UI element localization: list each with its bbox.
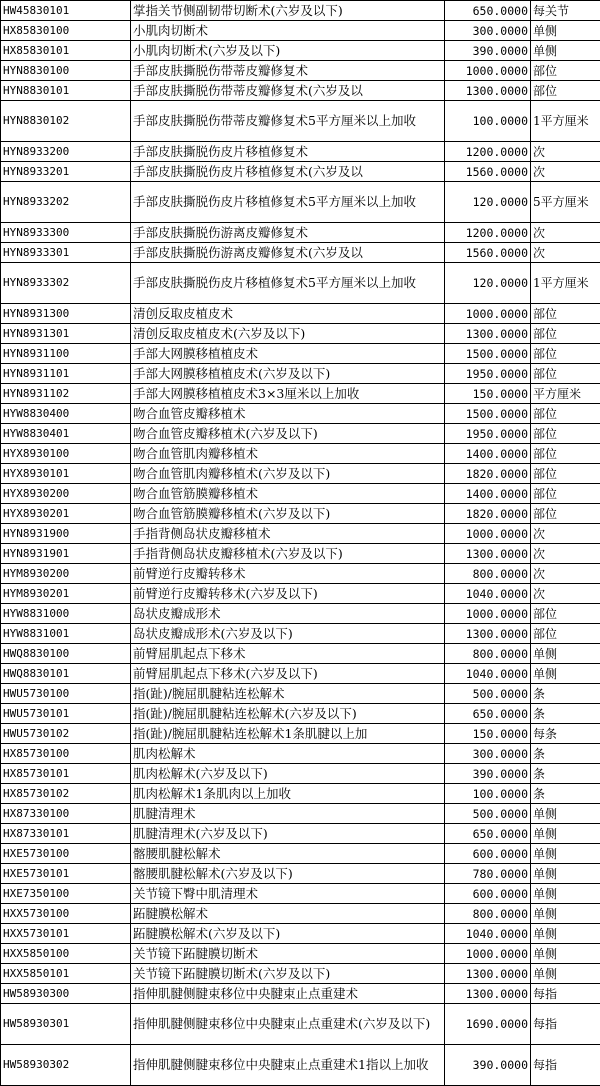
table-row xyxy=(1,162,600,182)
item-unit: 5平方厘米 xyxy=(531,182,600,223)
item-code: HYM8930200 xyxy=(1,564,131,584)
table-row xyxy=(1,944,600,964)
item-price: 390.0000 xyxy=(445,1045,531,1086)
item-price: 1400.0000 xyxy=(445,444,531,464)
item-unit: 条 xyxy=(531,784,600,804)
table-row xyxy=(1,844,600,864)
item-price: 500.0000 xyxy=(445,804,531,824)
table-row xyxy=(1,724,600,744)
item-name: 指伸肌腱侧腱束移位中央腱束止点重建术 xyxy=(131,984,445,1004)
item-price: 1200.0000 xyxy=(445,142,531,162)
item-price: 1000.0000 xyxy=(445,61,531,81)
table-row xyxy=(1,444,600,464)
item-name: 手部大网膜移植植皮术(六岁及以下) xyxy=(131,364,445,384)
item-unit: 单侧 xyxy=(531,924,600,944)
item-name: 肌腱清理术 xyxy=(131,804,445,824)
item-name: 手部皮肤撕脱伤皮片移植修复术5平方厘米以上加收 xyxy=(131,182,445,223)
table-row xyxy=(1,324,600,344)
item-unit: 每指 xyxy=(531,984,600,1004)
item-unit: 部位 xyxy=(531,344,600,364)
item-unit: 每指 xyxy=(531,1004,600,1045)
item-code: HW58930301 xyxy=(1,1004,131,1045)
item-price: 650.0000 xyxy=(445,1,531,21)
item-price: 1820.0000 xyxy=(445,464,531,484)
item-price: 1300.0000 xyxy=(445,984,531,1004)
table-row xyxy=(1,504,600,524)
table-row xyxy=(1,704,600,724)
item-name: 前臂屈肌起点下移术(六岁及以下) xyxy=(131,664,445,684)
item-name: 手部大网膜移植植皮术3×3厘米以上加收 xyxy=(131,384,445,404)
item-price: 1040.0000 xyxy=(445,584,531,604)
item-code: HXX5730101 xyxy=(1,924,131,944)
table-row xyxy=(1,524,600,544)
item-name: 肌肉松解术 xyxy=(131,744,445,764)
item-code: HYN8933200 xyxy=(1,142,131,162)
item-name: 小肌肉切断术(六岁及以下) xyxy=(131,41,445,61)
item-code: HYN8933301 xyxy=(1,243,131,263)
table-row xyxy=(1,744,600,764)
table-row xyxy=(1,1,600,21)
item-unit: 部位 xyxy=(531,304,600,324)
item-code: HYN8933201 xyxy=(1,162,131,182)
item-code: HYN8830101 xyxy=(1,81,131,101)
item-price: 390.0000 xyxy=(445,764,531,784)
table-row xyxy=(1,664,600,684)
item-unit: 单侧 xyxy=(531,804,600,824)
item-code: HWQ8830100 xyxy=(1,644,131,664)
table-row xyxy=(1,984,600,1004)
item-code: HW58930300 xyxy=(1,984,131,1004)
item-unit: 单侧 xyxy=(531,824,600,844)
item-price: 1500.0000 xyxy=(445,344,531,364)
table-row xyxy=(1,263,600,304)
item-code: HYN8830102 xyxy=(1,101,131,142)
item-code: HX85730100 xyxy=(1,744,131,764)
table-row xyxy=(1,864,600,884)
item-name: 岛状皮瓣成形术 xyxy=(131,604,445,624)
item-code: HYX8930201 xyxy=(1,504,131,524)
item-name: 髂腰肌腱松解术(六岁及以下) xyxy=(131,864,445,884)
item-name: 吻合血管肌肉瓣移植术(六岁及以下) xyxy=(131,464,445,484)
item-price: 600.0000 xyxy=(445,844,531,864)
table-row xyxy=(1,404,600,424)
table-row xyxy=(1,584,600,604)
item-name: 吻合血管筋膜瓣移植术 xyxy=(131,484,445,504)
item-price: 120.0000 xyxy=(445,263,531,304)
item-price: 1500.0000 xyxy=(445,404,531,424)
item-unit: 单侧 xyxy=(531,844,600,864)
item-name: 手部皮肤撕脱伤带蒂皮瓣修复术 xyxy=(131,61,445,81)
item-name: 清创反取皮植皮术 xyxy=(131,304,445,324)
item-code: HYN8931100 xyxy=(1,344,131,364)
table-row xyxy=(1,304,600,324)
item-price: 1300.0000 xyxy=(445,324,531,344)
item-code: HYN8931901 xyxy=(1,544,131,564)
item-code: HW45830101 xyxy=(1,1,131,21)
item-code: HYN8931300 xyxy=(1,304,131,324)
item-unit: 部位 xyxy=(531,624,600,644)
item-unit: 部位 xyxy=(531,324,600,344)
item-price: 1300.0000 xyxy=(445,81,531,101)
item-code: HYX8930200 xyxy=(1,484,131,504)
item-unit: 条 xyxy=(531,764,600,784)
item-name: 关节镜下臀中肌清理术 xyxy=(131,884,445,904)
item-price: 390.0000 xyxy=(445,41,531,61)
item-code: HXE5730101 xyxy=(1,864,131,884)
item-code: HYN8931101 xyxy=(1,364,131,384)
item-name: 指(趾)/腕屈肌腱粘连松解术1条肌腱以上加 xyxy=(131,724,445,744)
item-code: HYM8930201 xyxy=(1,584,131,604)
table-row xyxy=(1,344,600,364)
item-unit: 单侧 xyxy=(531,41,600,61)
item-name: 关节镜下跖腱膜切断术 xyxy=(131,944,445,964)
item-unit: 每关节 xyxy=(531,1,600,21)
item-unit: 次 xyxy=(531,524,600,544)
item-unit: 部位 xyxy=(531,61,600,81)
item-price: 1000.0000 xyxy=(445,604,531,624)
item-unit: 每条 xyxy=(531,724,600,744)
item-code: HXX5850100 xyxy=(1,944,131,964)
item-price: 100.0000 xyxy=(445,101,531,142)
item-unit: 单侧 xyxy=(531,21,600,41)
item-unit: 部位 xyxy=(531,504,600,524)
item-unit: 部位 xyxy=(531,424,600,444)
item-code: HXX5850101 xyxy=(1,964,131,984)
item-unit: 单侧 xyxy=(531,944,600,964)
table-row xyxy=(1,243,600,263)
item-name: 掌指关节侧副韧带切断术(六岁及以下) xyxy=(131,1,445,21)
item-unit: 单侧 xyxy=(531,884,600,904)
item-unit: 次 xyxy=(531,223,600,243)
item-code: HYN8931102 xyxy=(1,384,131,404)
item-name: 手指背侧岛状皮瓣移植术 xyxy=(131,524,445,544)
item-price: 1400.0000 xyxy=(445,484,531,504)
item-unit: 条 xyxy=(531,744,600,764)
item-unit: 次 xyxy=(531,162,600,182)
table-row xyxy=(1,824,600,844)
item-price: 800.0000 xyxy=(445,644,531,664)
item-price: 1000.0000 xyxy=(445,944,531,964)
item-name: 指伸肌腱侧腱束移位中央腱束止点重建术(六岁及以下) xyxy=(131,1004,445,1045)
item-name: 手部皮肤撕脱伤带蒂皮瓣修复术(六岁及以 xyxy=(131,81,445,101)
item-price: 650.0000 xyxy=(445,824,531,844)
item-price: 1560.0000 xyxy=(445,162,531,182)
table-row xyxy=(1,61,600,81)
item-name: 吻合血管皮瓣移植术(六岁及以下) xyxy=(131,424,445,444)
item-unit: 单侧 xyxy=(531,644,600,664)
item-price: 1300.0000 xyxy=(445,964,531,984)
table-row xyxy=(1,564,600,584)
item-price: 1950.0000 xyxy=(445,424,531,444)
item-code: HYN8933300 xyxy=(1,223,131,243)
item-price: 800.0000 xyxy=(445,904,531,924)
item-name: 手指背侧岛状皮瓣移植术(六岁及以下) xyxy=(131,544,445,564)
item-price: 780.0000 xyxy=(445,864,531,884)
item-price: 800.0000 xyxy=(445,564,531,584)
table-row xyxy=(1,142,600,162)
table-row xyxy=(1,81,600,101)
item-unit: 次 xyxy=(531,142,600,162)
item-price: 150.0000 xyxy=(445,384,531,404)
item-name: 髂腰肌腱松解术 xyxy=(131,844,445,864)
item-price: 1040.0000 xyxy=(445,924,531,944)
item-price: 500.0000 xyxy=(445,684,531,704)
table-row xyxy=(1,804,600,824)
table-row xyxy=(1,384,600,404)
item-name: 肌肉松解术(六岁及以下) xyxy=(131,764,445,784)
item-price: 300.0000 xyxy=(445,21,531,41)
item-unit: 单侧 xyxy=(531,864,600,884)
item-unit: 次 xyxy=(531,584,600,604)
item-code: HWQ8830101 xyxy=(1,664,131,684)
item-code: HWU5730102 xyxy=(1,724,131,744)
item-unit: 部位 xyxy=(531,81,600,101)
item-name: 手部皮肤撕脱伤皮片移植修复术 xyxy=(131,142,445,162)
item-unit: 单侧 xyxy=(531,664,600,684)
item-code: HW58930302 xyxy=(1,1045,131,1086)
table-row xyxy=(1,924,600,944)
item-name: 岛状皮瓣成形术(六岁及以下) xyxy=(131,624,445,644)
table-row xyxy=(1,21,600,41)
item-price: 150.0000 xyxy=(445,724,531,744)
item-name: 吻合血管肌肉瓣移植术 xyxy=(131,444,445,464)
item-price: 1560.0000 xyxy=(445,243,531,263)
table-row xyxy=(1,624,600,644)
item-name: 跖腱膜松解术 xyxy=(131,904,445,924)
item-name: 前臂逆行皮瓣转移术(六岁及以下) xyxy=(131,584,445,604)
table-row xyxy=(1,784,600,804)
item-code: HWU5730100 xyxy=(1,684,131,704)
item-name: 前臂逆行皮瓣转移术 xyxy=(131,564,445,584)
item-name: 肌肉松解术1条肌肉以上加收 xyxy=(131,784,445,804)
item-name: 手部皮肤撕脱伤游离皮瓣修复术(六岁及以 xyxy=(131,243,445,263)
item-code: HYN8933302 xyxy=(1,263,131,304)
item-code: HX85730101 xyxy=(1,764,131,784)
item-price: 1040.0000 xyxy=(445,664,531,684)
item-unit: 平方厘米 xyxy=(531,384,600,404)
item-unit: 次 xyxy=(531,243,600,263)
item-price: 600.0000 xyxy=(445,884,531,904)
item-code: HX87330100 xyxy=(1,804,131,824)
table-row xyxy=(1,1045,600,1086)
table-row xyxy=(1,182,600,223)
table-row xyxy=(1,464,600,484)
item-code: HXX5730100 xyxy=(1,904,131,924)
item-name: 跖腱膜松解术(六岁及以下) xyxy=(131,924,445,944)
item-name: 吻合血管筋膜瓣移植术(六岁及以下) xyxy=(131,504,445,524)
item-name: 前臂屈肌起点下移术 xyxy=(131,644,445,664)
item-name: 关节镜下跖腱膜切断术(六岁及以下) xyxy=(131,964,445,984)
item-price: 1000.0000 xyxy=(445,524,531,544)
table-row xyxy=(1,223,600,243)
item-price: 1200.0000 xyxy=(445,223,531,243)
item-unit: 单侧 xyxy=(531,904,600,924)
item-unit: 部位 xyxy=(531,404,600,424)
item-code: HX87330101 xyxy=(1,824,131,844)
table-row xyxy=(1,41,600,61)
item-name: 手部皮肤撕脱伤游离皮瓣修复术 xyxy=(131,223,445,243)
item-price: 1300.0000 xyxy=(445,624,531,644)
item-unit: 次 xyxy=(531,564,600,584)
item-code: HYN8933202 xyxy=(1,182,131,223)
item-code: HYN8931301 xyxy=(1,324,131,344)
item-unit: 条 xyxy=(531,704,600,724)
table-row xyxy=(1,904,600,924)
item-name: 手部皮肤撕脱伤皮片移植修复术(六岁及以 xyxy=(131,162,445,182)
item-price: 300.0000 xyxy=(445,744,531,764)
item-name: 肌腱清理术(六岁及以下) xyxy=(131,824,445,844)
item-unit: 1平方厘米 xyxy=(531,101,600,142)
item-name: 小肌肉切断术 xyxy=(131,21,445,41)
item-price: 650.0000 xyxy=(445,704,531,724)
item-unit: 单侧 xyxy=(531,964,600,984)
item-code: HWU5730101 xyxy=(1,704,131,724)
table-row xyxy=(1,544,600,564)
item-code: HYX8930101 xyxy=(1,464,131,484)
item-unit: 部位 xyxy=(531,464,600,484)
item-code: HYW8831000 xyxy=(1,604,131,624)
item-code: HXE7350100 xyxy=(1,884,131,904)
table-row xyxy=(1,1004,600,1045)
item-code: HYN8830100 xyxy=(1,61,131,81)
item-code: HYW8830401 xyxy=(1,424,131,444)
item-price: 120.0000 xyxy=(445,182,531,223)
table-row xyxy=(1,484,600,504)
item-name: 手部皮肤撕脱伤皮片移植修复术5平方厘米以上加收 xyxy=(131,263,445,304)
item-name: 吻合血管皮瓣移植术 xyxy=(131,404,445,424)
item-unit: 部位 xyxy=(531,484,600,504)
table-row xyxy=(1,644,600,664)
item-name: 指(趾)/腕屈肌腱粘连松解术(六岁及以下) xyxy=(131,704,445,724)
table-row xyxy=(1,884,600,904)
item-unit: 部位 xyxy=(531,444,600,464)
item-code: HXE5730100 xyxy=(1,844,131,864)
item-price: 1690.0000 xyxy=(445,1004,531,1045)
item-unit: 部位 xyxy=(531,364,600,384)
item-name: 清创反取皮植皮术(六岁及以下) xyxy=(131,324,445,344)
fee-schedule-body xyxy=(1,1,600,1086)
item-unit: 条 xyxy=(531,684,600,704)
table-row xyxy=(1,684,600,704)
item-name: 指伸肌腱侧腱束移位中央腱束止点重建术1指以上加收 xyxy=(131,1045,445,1086)
item-unit: 部位 xyxy=(531,604,600,624)
item-code: HYW8830400 xyxy=(1,404,131,424)
item-price: 100.0000 xyxy=(445,784,531,804)
item-price: 1820.0000 xyxy=(445,504,531,524)
table-row xyxy=(1,424,600,444)
table-row xyxy=(1,764,600,784)
item-price: 1950.0000 xyxy=(445,364,531,384)
item-unit: 每指 xyxy=(531,1045,600,1086)
item-name: 指(趾)/腕屈肌腱粘连松解术 xyxy=(131,684,445,704)
table-row xyxy=(1,364,600,384)
item-price: 1000.0000 xyxy=(445,304,531,324)
table-row xyxy=(1,604,600,624)
item-code: HX85730102 xyxy=(1,784,131,804)
item-code: HYX8930100 xyxy=(1,444,131,464)
item-code: HYW8831001 xyxy=(1,624,131,644)
item-name: 手部大网膜移植植皮术 xyxy=(131,344,445,364)
item-unit: 次 xyxy=(531,544,600,564)
item-code: HX85830101 xyxy=(1,41,131,61)
item-code: HX85830100 xyxy=(1,21,131,41)
item-unit: 1平方厘米 xyxy=(531,263,600,304)
item-name: 手部皮肤撕脱伤带蒂皮瓣修复术5平方厘米以上加收 xyxy=(131,101,445,142)
item-code: HYN8931900 xyxy=(1,524,131,544)
table-row xyxy=(1,964,600,984)
item-price: 1300.0000 xyxy=(445,544,531,564)
table-row xyxy=(1,101,600,142)
